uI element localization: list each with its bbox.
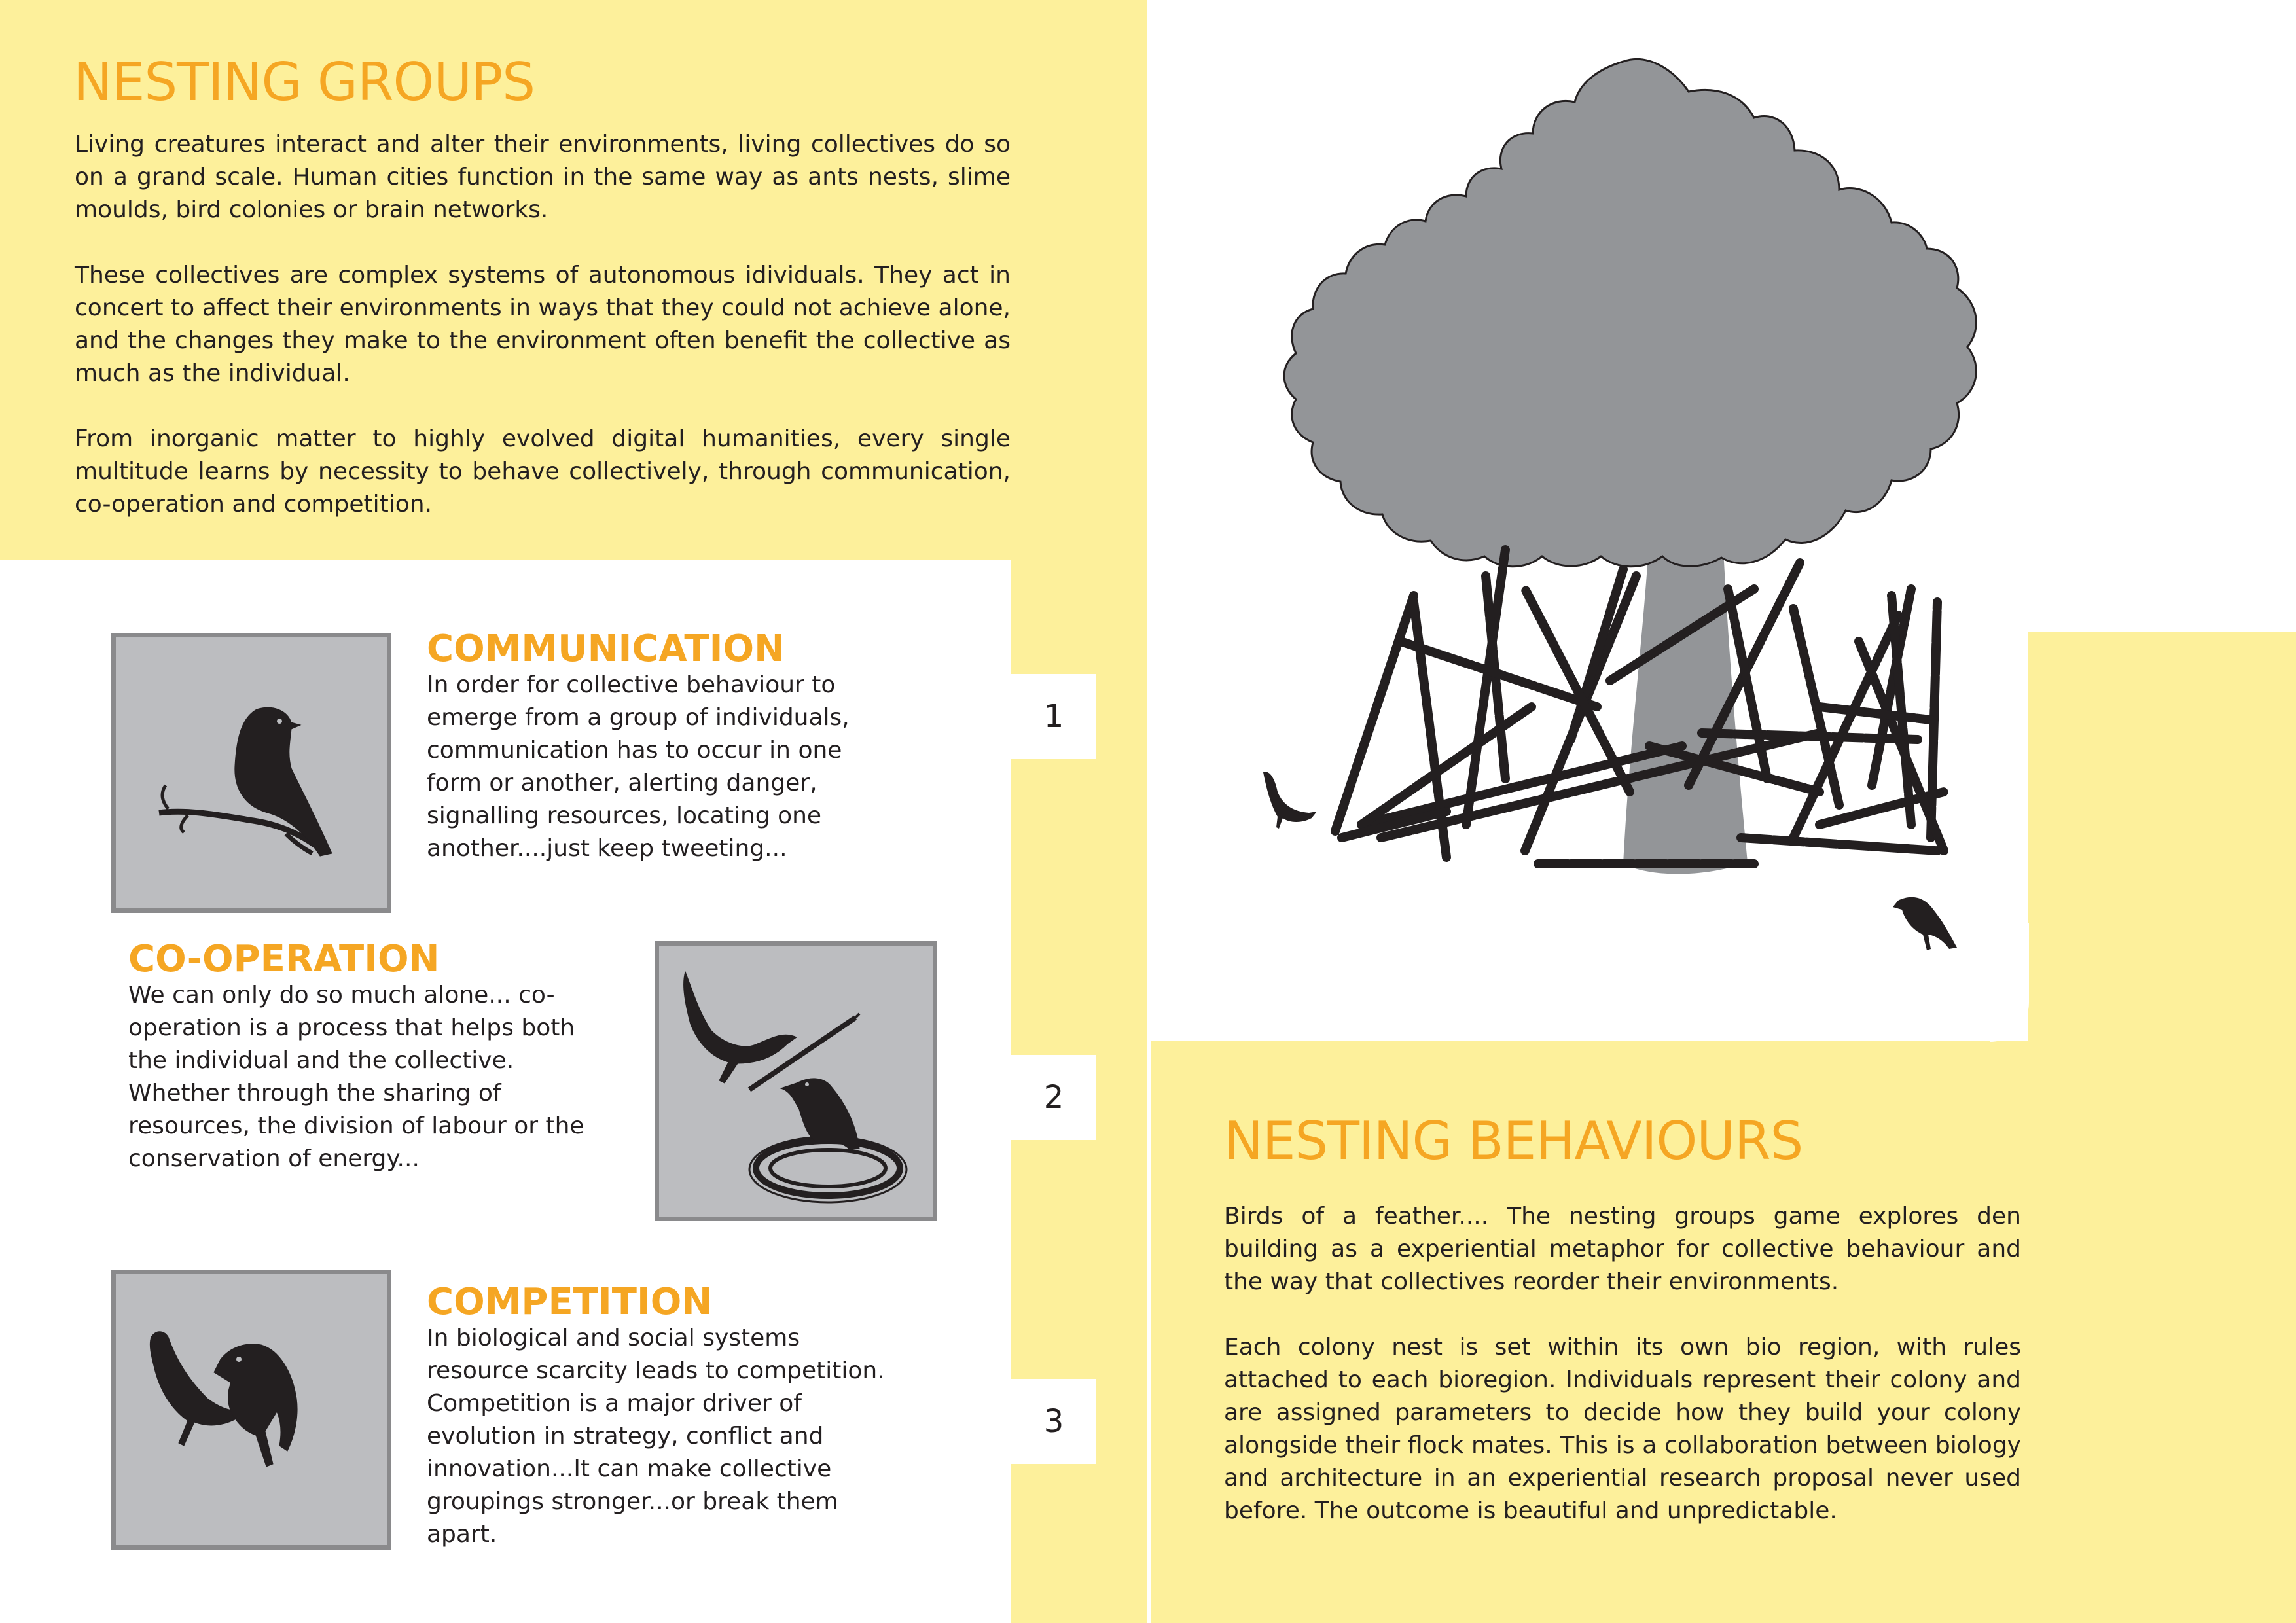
nesting-groups-title: NESTING GROUPS [73, 52, 535, 113]
nesting-behaviours-paragraph-1: Birds of a feather.... The nesting groups game explores den building as a experiential metaphor for collective behaviour and the way that collectives reorder their environments. [1224, 1203, 2021, 1295]
co-operation-image-box [655, 941, 937, 1221]
nesting-groups-paragraph-1: Living creatures interact and alter their environments, living collectives do so on a grand scale. Human cities function in the same way as ants nests, slime moulds, bird colonies or brain networks. [75, 131, 1011, 223]
tree-canopy [1284, 59, 1976, 566]
birds-fighting-icon [116, 1274, 387, 1545]
competition-title: COMPETITION [427, 1281, 713, 1323]
bird-on-branch-icon [116, 637, 387, 908]
communication-image-box [111, 633, 391, 913]
tree-with-bamboo-nest-icon [1230, 52, 2068, 982]
co-operation-text: We can only do so much alone... co-operation is a process that helps both the individual and the collective. Whether through the sharing of resources, the division of labour or the conservation of energy... [128, 982, 584, 1172]
ground-bird-left [1263, 772, 1317, 829]
nesting-groups-paragraph-2: These collectives are complex systems of autonomous idividuals. They act in concert to affect their environments in ways that they could not achieve alone, and the changes they make to the environment often benefit the collective as much as the individual. [75, 262, 1011, 387]
communication-text: In order for collective behaviour to emerge from a group of individuals, communication has to occur in one form or another, alerting danger, signalling resources, locating one another....just keep tweeting... [427, 671, 850, 862]
nesting-behaviours-title: NESTING BEHAVIOURS [1224, 1111, 1803, 1171]
page-fold-line [1147, 0, 1151, 1623]
nesting-groups-body [75, 128, 1011, 521]
nesting-behaviours-paragraph-2: Each colony nest is set within its own bio region, with rules attached to each bioregion. Individuals represent their colony and are assigned parameters to decide how they build your colony alongside their flock mates. This is a collaboration between biology and architecture in an experiential research proposal never used before. The outcome is beautiful and unpredictable. [1224, 1334, 2021, 1524]
competition-image-box [111, 1270, 391, 1550]
competition-text: In biological and social systems resource scarcity leads to competition. Competition is a major driver of evolution in strategy, conflict and innovation...It can make collective groupings stronger...or break them apart. [427, 1325, 885, 1548]
section-number-1: 1 [1011, 674, 1096, 759]
co-operation-title: CO-OPERATION [128, 938, 440, 980]
nesting-groups-paragraph-3: From inorganic matter to highly evolved digital humanities, every single multitude learns by necessity to behave collectively, through communication, co-operation and competition. [75, 425, 1011, 518]
birds-building-nest-icon [659, 946, 933, 1217]
section-number-3: 3 [1011, 1379, 1096, 1464]
ground-bird-right [1893, 897, 1957, 950]
section-number-2: 2 [1011, 1055, 1096, 1140]
communication-title: COMMUNICATION [427, 628, 785, 670]
nesting-behaviours-body [1224, 1200, 2021, 1527]
